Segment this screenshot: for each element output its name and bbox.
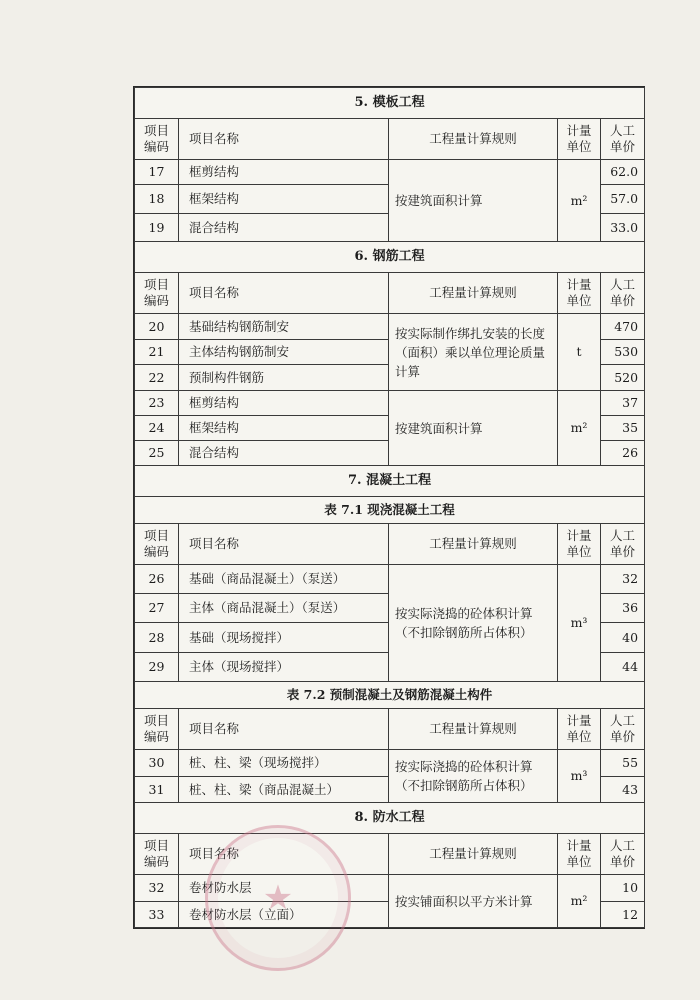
header-rule: 工程量计算规则 (389, 834, 558, 875)
header-rule: 工程量计算规则 (389, 273, 558, 314)
header-price: 人工 单价 (601, 273, 645, 314)
row-price: 32 (601, 565, 645, 594)
row-code: 30 (135, 750, 179, 777)
header-name: 项目名称 (179, 119, 389, 160)
row-name: 主体结构钢筋制安 (179, 340, 389, 365)
header-row (135, 709, 645, 750)
subtable-title-precast: 表 7.2 预制混凝土及钢筋混凝土构件 (135, 682, 645, 709)
row-name: 桩、柱、梁（现场搅拌） (179, 750, 389, 777)
header-unit: 计量 单位 (558, 273, 601, 314)
row-rule: 按实铺面积以平方米计算 (389, 875, 558, 928)
row-unit: m³ (558, 750, 601, 803)
table-row (135, 565, 645, 594)
row-price: 62.0 (601, 160, 645, 185)
row-code: 31 (135, 777, 179, 803)
row-rule: 按建筑面积计算 (389, 160, 558, 242)
table-row (135, 314, 645, 340)
row-name: 框剪结构 (179, 391, 389, 416)
section-title-formwork: 5. 模板工程 (135, 88, 645, 119)
row-code: 22 (135, 365, 179, 391)
rate-table (134, 87, 645, 928)
row-name: 混合结构 (179, 214, 389, 242)
header-rule: 工程量计算规则 (389, 119, 558, 160)
header-rule: 工程量计算规则 (389, 524, 558, 565)
row-price: 37 (601, 391, 645, 416)
header-name: 项目名称 (179, 524, 389, 565)
row-name: 卷材防水层（立面） (179, 902, 389, 928)
row-code: 24 (135, 416, 179, 441)
header-name: 项目名称 (179, 834, 389, 875)
header-code: 项目 编码 (135, 709, 179, 750)
row-name: 框剪结构 (179, 160, 389, 185)
header-row (135, 834, 645, 875)
row-code: 29 (135, 653, 179, 682)
row-code: 25 (135, 441, 179, 466)
row-price: 10 (601, 875, 645, 902)
row-unit: m² (558, 875, 601, 928)
row-price: 530 (601, 340, 645, 365)
row-price: 55 (601, 750, 645, 777)
row-name: 卷材防水层 (179, 875, 389, 902)
row-unit: m² (558, 160, 601, 242)
subtable-title-cast-in-place: 表 7.1 现浇混凝土工程 (135, 497, 645, 524)
header-code: 项目 编码 (135, 524, 179, 565)
row-name: 预制构件钢筋 (179, 365, 389, 391)
row-code: 17 (135, 160, 179, 185)
row-name: 桩、柱、梁（商品混凝土） (179, 777, 389, 803)
row-price: 57.0 (601, 185, 645, 214)
row-rule: 按实际浇捣的砼体积计算（不扣除钢筋所占体积） (389, 750, 558, 803)
header-row (135, 524, 645, 565)
section-title-waterproof: 8. 防水工程 (135, 803, 645, 834)
row-price: 470 (601, 314, 645, 340)
header-name: 项目名称 (179, 273, 389, 314)
row-rule: 按建筑面积计算 (389, 391, 558, 466)
row-code: 19 (135, 214, 179, 242)
section-title-rebar: 6. 钢筋工程 (135, 242, 645, 273)
table-row (135, 750, 645, 777)
seal-star-icon: ★ (262, 878, 294, 918)
row-name: 主体（现场搅拌） (179, 653, 389, 682)
header-code: 项目 编码 (135, 834, 179, 875)
row-unit: m³ (558, 565, 601, 682)
header-code: 项目 编码 (135, 119, 179, 160)
header-unit: 计量 单位 (558, 524, 601, 565)
row-code: 27 (135, 594, 179, 623)
row-code: 32 (135, 875, 179, 902)
row-code: 28 (135, 623, 179, 653)
row-unit: t (558, 314, 601, 391)
header-unit: 计量 单位 (558, 119, 601, 160)
header-name: 项目名称 (179, 709, 389, 750)
header-code: 项目 编码 (135, 273, 179, 314)
header-rule: 工程量计算规则 (389, 709, 558, 750)
header-unit: 计量 单位 (558, 834, 601, 875)
table-row (135, 391, 645, 416)
header-row (135, 119, 645, 160)
row-name: 混合结构 (179, 441, 389, 466)
row-name: 基础（现场搅拌） (179, 623, 389, 653)
row-code: 26 (135, 565, 179, 594)
row-code: 18 (135, 185, 179, 214)
header-row (135, 273, 645, 314)
row-code: 20 (135, 314, 179, 340)
table-row (135, 875, 645, 902)
section-title-concrete: 7. 混凝土工程 (135, 466, 645, 497)
row-name: 框架结构 (179, 416, 389, 441)
row-name: 框架结构 (179, 185, 389, 214)
row-code: 23 (135, 391, 179, 416)
row-name: 主体（商品混凝土）（泵送） (179, 594, 389, 623)
row-name: 基础结构钢筋制安 (179, 314, 389, 340)
header-price: 人工 单价 (601, 709, 645, 750)
row-code: 21 (135, 340, 179, 365)
header-unit: 计量 单位 (558, 709, 601, 750)
row-price: 33.0 (601, 214, 645, 242)
row-rule: 按实际浇捣的砼体积计算（不扣除钢筋所占体积） (389, 565, 558, 682)
row-price: 44 (601, 653, 645, 682)
row-name: 基础（商品混凝土）（泵送） (179, 565, 389, 594)
table-row (135, 160, 645, 185)
row-price: 35 (601, 416, 645, 441)
row-price: 12 (601, 902, 645, 928)
rate-table-sheet (133, 86, 645, 929)
row-rule: 按实际制作绑扎安装的长度（面积）乘以单位理论质量计算 (389, 314, 558, 391)
row-price: 43 (601, 777, 645, 803)
row-price: 520 (601, 365, 645, 391)
header-price: 人工 单价 (601, 834, 645, 875)
header-price: 人工 单价 (601, 524, 645, 565)
header-price: 人工 单价 (601, 119, 645, 160)
row-unit: m² (558, 391, 601, 466)
row-price: 36 (601, 594, 645, 623)
row-price: 40 (601, 623, 645, 653)
row-code: 33 (135, 902, 179, 928)
row-price: 26 (601, 441, 645, 466)
